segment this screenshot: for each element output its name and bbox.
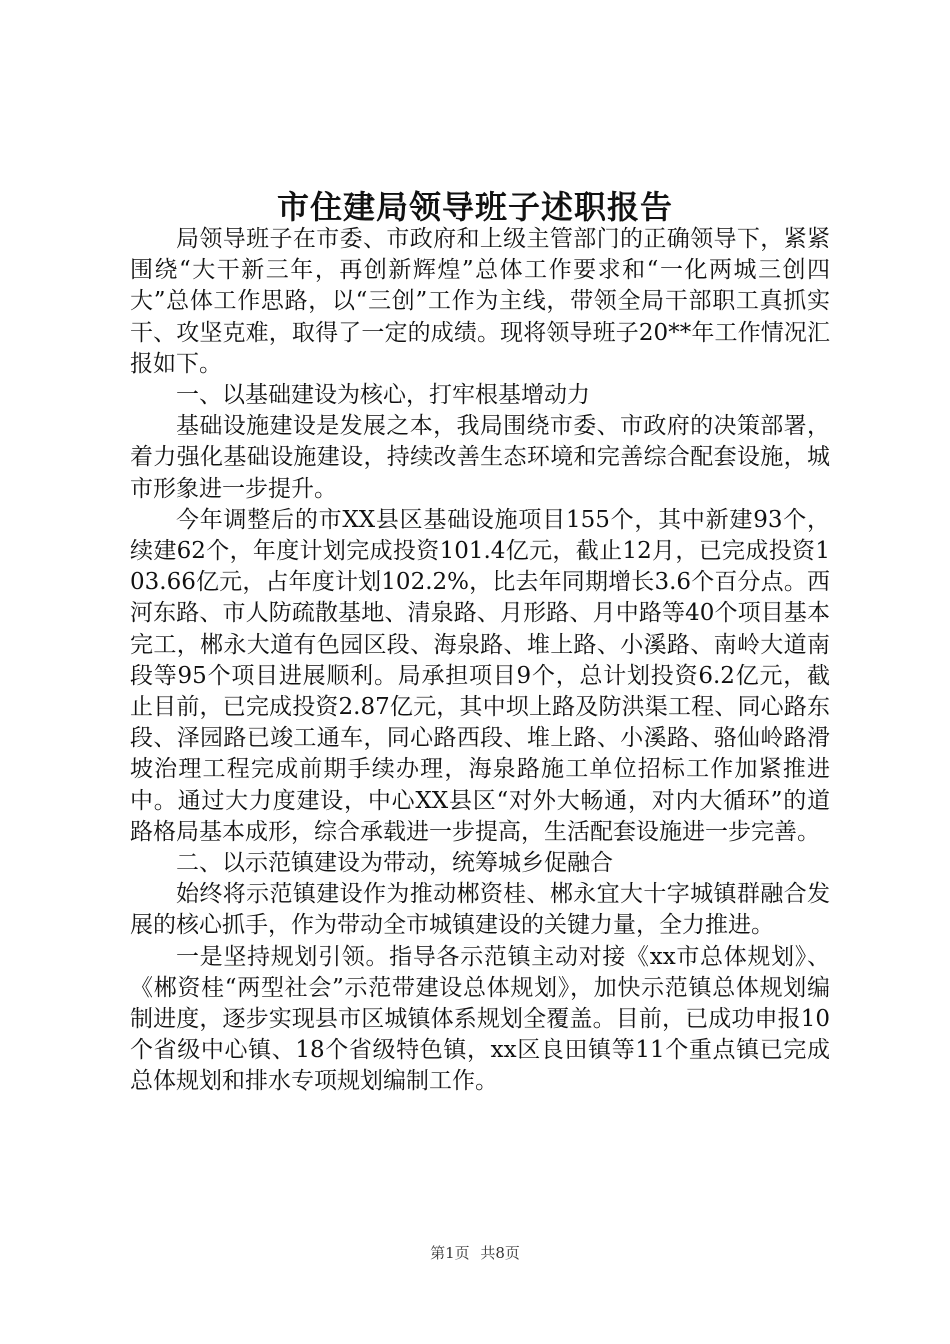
paragraph: 基础设施建设是发展之本，我局围绕市委、市政府的决策部署，着力强化基础设施建设，持续改善生态环境和完善综合配套设施，城市形象进一步提升。 <box>130 413 830 502</box>
paragraph: 今年调整后的市XX县区基础设施项目155个，其中新建93个，续建62个，年度计划完成投资101.4亿元，截止12月，已完成投资103.66亿元，占年度计划102.2%，比去年同期增长3.6个百分点。西河东路、市人防疏散基地、清泉路、月形路、月中路等40个项目基本完工，郴永大道有色园区段、海泉路、堆上路、小溪路、南岭大道南段等95个项目进展顺利。局承担项目9个，总计划投资6.2亿元，截止目前，已完成投资2.87亿元，其中坝上路及防洪渠工程、同心路东段、泽园路已竣工通车，同心路西段、堆上路、小溪路、骆仙岭路滑坡治理工程完成前期手续办理，海泉路施工单位招标工作加紧推进中。通过大力度建设，中心XX县区“对外大畅通，对内大循环”的道路格局基本成形，综合承载进一步提高，生活配套设施进一步完善。 <box>130 506 830 845</box>
paragraph: 始终将示范镇建设作为推动郴资桂、郴永宜大十字城镇群融合发展的核心抓手，作为带动全市城镇建设的关键力量，全力推进。 <box>130 881 830 939</box>
page-number: 第1页 <box>430 1244 470 1262</box>
page-footer <box>0 1242 950 1263</box>
section-heading-2: 二、以示范镇建设为带动，统筹城乡促融合 <box>176 850 613 877</box>
paragraph-intro: 局领导班子在市委、市政府和上级主管部门的正确领导下，紧紧围绕“大干新三年，再创新辉煌”总体工作要求和“一化两城三创四大”总体工作思路，以“三创”工作为主线，带领全局干部职工真抓实干、攻坚克难，取得了一定的成绩。现将领导班子20**年工作情况汇报如下。 <box>130 226 830 377</box>
document-body <box>130 224 830 1098</box>
section-heading-1: 一、以基础建设为核心，打牢根基增动力 <box>176 382 590 409</box>
paragraph: 一是坚持规划引领。指导各示范镇主动对接《xx市总体规划》、《郴资桂“两型社会”示范带建设总体规划》，加快示范镇总体规划编制进度，逐步实现县市区城镇体系规划全覆盖。目前，已成功申报10个省级中心镇、18个省级特色镇，xx区良田镇等11个重点镇已完成总体规划和排水专项规划编制工作。 <box>130 943 830 1095</box>
page-total: 共8页 <box>480 1244 520 1262</box>
document-title: 市住建局领导班子述职报告 <box>276 188 673 226</box>
